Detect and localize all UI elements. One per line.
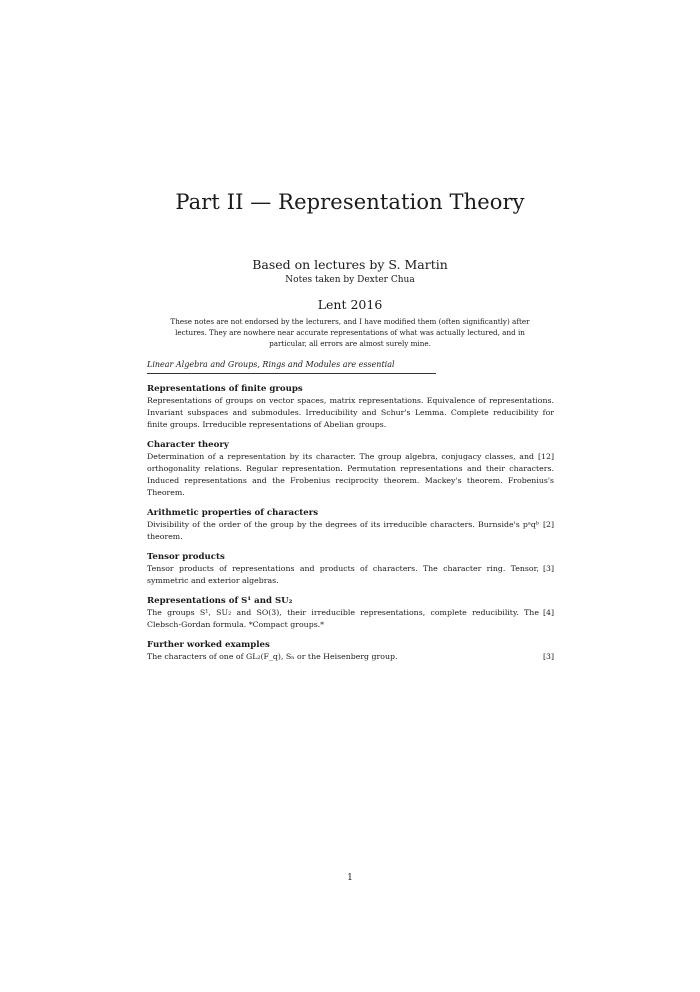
prerequisites-rule: [147, 373, 436, 374]
syllabus-section: [147, 595, 554, 631]
section-text: Divisibility of the order of the group by the degrees of its irreducible characters. Burnside's pᵃqᵇ theorem.: [147, 520, 539, 541]
section-hours: [2]: [542, 520, 554, 529]
syllabus-section: [147, 639, 554, 663]
section-text: Representations of groups on vector spaces, matrix representations. Equivalence of representations. Invariant subspaces and submodules. Irreducibility and Schur's Lemma. Complete reducibility for finite groups. Irreducible representations of Abelian groups.: [147, 396, 554, 429]
section-hours: [4]: [542, 608, 554, 617]
syllabus-section: [147, 551, 554, 587]
section-title: Representations of S¹ and SU₂: [147, 596, 293, 606]
section-text: The groups S¹, SU₂ and SO(3), their irreducible representations, complete reducibility. The Clebsch-Gordan formula. *Compact groups.*: [147, 608, 539, 629]
section-hours: [3]: [542, 652, 554, 661]
section-text: The characters of one of GL₂(F_q), Sₙ or the Heisenberg group.: [147, 652, 398, 661]
section-body: [147, 519, 554, 543]
section-body: [147, 563, 554, 587]
section-title: Further worked examples: [147, 640, 270, 650]
section-title: Arithmetic properties of characters: [147, 508, 319, 518]
section-hours: [12]: [537, 452, 554, 461]
syllabus-section: [147, 507, 554, 543]
prerequisites-text: Linear Algebra and Groups, Rings and Modules are essential: [147, 360, 395, 369]
syllabus-sections: [147, 383, 554, 671]
disclaimer-text: These notes are not endorsed by the lecturers, and I have modified them (often significantly) after lectures. They are nowhere near accurate representations of what was actually lectured, and in particular, all errors are almost surely mine.: [170, 317, 530, 348]
notes-author-line: Notes taken by Dexter Chua: [285, 275, 415, 285]
term-line: Lent 2016: [317, 297, 383, 312]
page-number: 1: [347, 873, 353, 883]
section-body: [147, 607, 554, 631]
section-body: [147, 451, 554, 499]
document-title: Part II — Representation Theory: [175, 190, 525, 214]
section-title: Character theory: [147, 440, 229, 450]
lecturer-line: Based on lectures by S. Martin: [252, 257, 448, 272]
section-title: Representations of finite groups: [147, 384, 303, 394]
section-text: Determination of a representation by its character. The group algebra, conjugacy classes, and orthogonality relations. Regular representation. Permutation representations and their characters. Induced representations and the Frobenius reciprocity theorem. Mackey's theorem. Frobenius's Theorem.: [147, 452, 554, 497]
syllabus-section: [147, 439, 554, 499]
section-body: [147, 395, 554, 431]
section-hours: [3]: [542, 564, 554, 573]
section-text: Tensor products of representations and products of characters. The character ring. Tensor, symmetric and exterior algebras.: [147, 564, 539, 585]
section-body: [147, 651, 554, 663]
section-title: Tensor products: [147, 552, 225, 562]
syllabus-section: [147, 383, 554, 431]
